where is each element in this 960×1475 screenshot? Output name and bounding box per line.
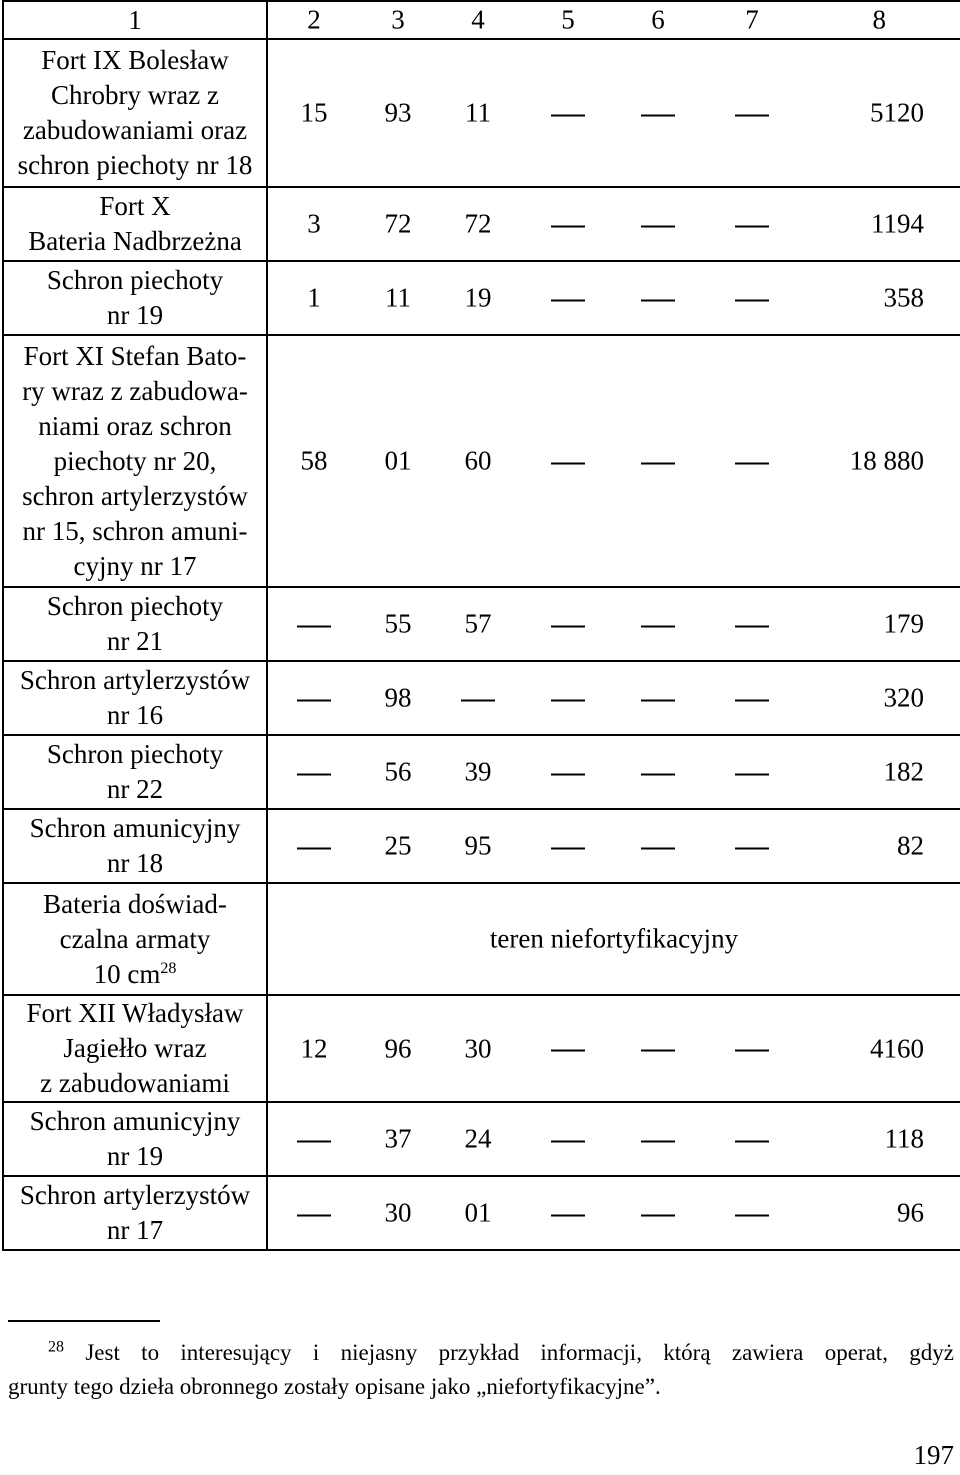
table-row (3, 39, 960, 187)
value-c4: 72 (464, 208, 492, 239)
value-c2: 3 (307, 208, 321, 239)
value-c6 (641, 607, 675, 642)
row-name-line: nr 21 (106, 626, 164, 656)
row-values-cell (267, 883, 960, 995)
value-c5 (551, 1196, 585, 1231)
row-values-cell (267, 661, 960, 735)
row-name-cell (3, 1102, 267, 1176)
row-values-cell (267, 1102, 960, 1176)
value-c4 (461, 681, 495, 716)
value-c4: 30 (464, 1033, 492, 1063)
row-name-line: Schron amunicyjny (29, 1106, 241, 1136)
row-name-cell (3, 261, 267, 335)
value-c6 (641, 281, 675, 316)
page-number: 197 (913, 1440, 954, 1470)
table-row (3, 995, 960, 1102)
row-name-line: Schron amunicyjny (29, 813, 241, 843)
table-row (3, 587, 960, 661)
header-cell-5: 5 (561, 4, 575, 35)
value-c8: 182 (883, 756, 924, 787)
value-c5 (551, 96, 585, 131)
row-name-cell (3, 39, 267, 187)
value-c3: 25 (384, 830, 412, 861)
row-name-line: Bateria Nadbrzeżna (28, 226, 242, 256)
row-name-line: 10 cm (93, 958, 161, 989)
value-c2 (297, 829, 331, 864)
dash-mark (297, 1214, 331, 1216)
dash-mark (297, 699, 331, 701)
value-c5 (551, 207, 585, 242)
value-c8: 320 (883, 682, 924, 713)
table-row (3, 261, 960, 335)
header-cell-7: 7 (745, 4, 759, 35)
value-c3: 55 (384, 608, 412, 639)
value-c3: 11 (385, 282, 411, 313)
value-c2 (297, 607, 331, 642)
value-c7 (735, 607, 769, 642)
row-name-line: Fort XI Stefan Bato- (23, 340, 247, 371)
table-row (3, 809, 960, 883)
value-c7 (735, 96, 769, 131)
value-c7 (735, 444, 769, 479)
row-name-line: nr 17 (106, 1215, 164, 1245)
value-c4: 24 (464, 1123, 492, 1154)
value-c8: 4160 (870, 1033, 924, 1063)
table-row (3, 661, 960, 735)
dash-mark (735, 1214, 769, 1216)
value-c5 (551, 1031, 585, 1066)
value-c7 (735, 829, 769, 864)
row-name-line: Fort IX Bolesław (41, 45, 229, 75)
value-c4: 19 (464, 282, 492, 313)
dash-mark (735, 299, 769, 301)
value-c8: 5120 (870, 97, 924, 128)
row-name-line: niami oraz schron (38, 410, 232, 441)
value-c4: 39 (464, 756, 492, 787)
value-c8: 1194 (871, 208, 924, 239)
dash-mark (551, 625, 585, 627)
value-c2 (297, 681, 331, 716)
value-c2: 58 (300, 445, 328, 476)
row-name-line: Bateria doświad- (43, 888, 227, 919)
dash-mark (641, 773, 675, 775)
value-c2: 12 (300, 1033, 328, 1063)
value-c7 (735, 755, 769, 790)
value-c7 (735, 1122, 769, 1157)
row-name-line: schron piechoty nr 18 (17, 150, 253, 180)
dash-mark (551, 114, 585, 116)
header-cell-2: 2 (307, 4, 321, 35)
value-c7 (735, 681, 769, 716)
dash-mark (735, 462, 769, 464)
value-c6 (641, 1122, 675, 1157)
dash-mark (551, 1050, 585, 1052)
value-c2 (297, 1196, 331, 1231)
value-c8: 96 (897, 1197, 924, 1228)
row-values-cell (267, 39, 960, 187)
value-c3: 01 (384, 445, 412, 476)
value-c6 (641, 207, 675, 242)
footnote-separator (8, 1320, 160, 1322)
row-name-cell (3, 335, 267, 587)
row-name-cell (3, 661, 267, 735)
value-c4: 60 (464, 445, 492, 476)
value-c6 (641, 681, 675, 716)
dash-mark (641, 625, 675, 627)
row-name-line: nr 19 (106, 300, 164, 330)
value-c8: 118 (884, 1123, 924, 1154)
value-c2: 15 (300, 97, 328, 128)
footnote-line-1 (8, 1336, 954, 1370)
row-name-line: ry wraz z zabudowa- (22, 375, 248, 406)
dash-mark (735, 1140, 769, 1142)
footnote-text-1: Jest to interesujący i niejasny przykład informacji, którą zawiera operat, gdyż (85, 1340, 954, 1365)
dash-mark (551, 699, 585, 701)
value-c2 (297, 755, 331, 790)
row-name-line: nr 19 (106, 1141, 164, 1171)
row-name-line: Schron piechoty (46, 265, 224, 295)
header-cell-4: 4 (471, 4, 485, 35)
value-c5 (551, 281, 585, 316)
value-c5 (551, 607, 585, 642)
dash-mark (641, 1214, 675, 1216)
value-c4: 57 (464, 608, 492, 639)
value-c6 (641, 755, 675, 790)
value-c7 (735, 1031, 769, 1066)
row-name-line: Schron artylerzystów (19, 1180, 251, 1210)
row-name-line: Fort XII Władysław (26, 998, 244, 1028)
value-c3: 37 (384, 1123, 412, 1154)
dash-mark (551, 225, 585, 227)
row-name-line: nr 15, schron amuni- (22, 515, 248, 546)
row-name-line: z zabudowaniami (40, 1068, 230, 1098)
merged-value: teren niefortyfikacyjny (489, 923, 739, 954)
value-c6 (641, 1196, 675, 1231)
footnote-number: 28 (48, 1338, 64, 1356)
header-cell-8: 8 (872, 4, 886, 35)
dash-mark (641, 1050, 675, 1052)
dash-mark (297, 625, 331, 627)
header-values (267, 1, 960, 39)
value-c6 (641, 96, 675, 131)
dash-mark (551, 1140, 585, 1142)
dash-mark (735, 625, 769, 627)
dash-mark (641, 1140, 675, 1142)
value-c6 (641, 444, 675, 479)
value-c3: 30 (384, 1197, 412, 1228)
dash-mark (551, 1214, 585, 1216)
row-name-line: Schron artylerzystów (19, 665, 251, 695)
dash-mark (551, 462, 585, 464)
dash-mark (551, 847, 585, 849)
row-name-line: nr 22 (106, 774, 164, 804)
row-values-cell (267, 995, 960, 1102)
row-name-line: nr 18 (106, 848, 164, 878)
header-cell-3: 3 (391, 4, 405, 35)
table-row (3, 735, 960, 809)
dash-mark (735, 114, 769, 116)
value-c7 (735, 1196, 769, 1231)
row-values-cell (267, 809, 960, 883)
dash-mark (641, 699, 675, 701)
row-name-cell (3, 735, 267, 809)
row-name-line: schron artylerzystów (22, 480, 248, 511)
footnote-line-2: grunty tego dzieła obronnego zostały opisane jako „niefortyfikacyjne”. (8, 1374, 661, 1399)
row-name-cell (3, 995, 267, 1102)
row-name-cell (3, 187, 267, 261)
value-c4: 01 (464, 1197, 492, 1228)
fortifications-table (2, 0, 960, 1251)
footnote-reference: 28 (160, 959, 177, 977)
dash-mark (735, 699, 769, 701)
dash-mark (297, 773, 331, 775)
row-name-line: piechoty nr 20, (53, 445, 217, 476)
header-cell-6: 6 (651, 4, 665, 35)
row-name-line: nr 16 (106, 700, 164, 730)
value-c4: 11 (465, 97, 491, 128)
table-row (3, 1102, 960, 1176)
value-c3: 72 (384, 208, 412, 239)
table-header-row (3, 1, 960, 39)
row-values-cell (267, 587, 960, 661)
row-values-cell (267, 261, 960, 335)
dash-mark (297, 1140, 331, 1142)
value-c5 (551, 755, 585, 790)
dash-mark (297, 847, 331, 849)
dash-mark (735, 225, 769, 227)
value-c5 (551, 681, 585, 716)
value-c4: 95 (464, 830, 492, 861)
row-name-line: Schron piechoty (46, 591, 224, 621)
row-name-line: zabudowaniami oraz (22, 115, 248, 145)
row-name-line: Fort X (99, 191, 171, 221)
header-cell-1: 1 (3, 1, 267, 39)
value-c7 (735, 281, 769, 316)
row-name-cell (3, 1176, 267, 1250)
row-values-cell (267, 187, 960, 261)
footnote (8, 1336, 954, 1404)
row-values-cell (267, 735, 960, 809)
dash-mark (461, 699, 495, 701)
value-c6 (641, 1031, 675, 1066)
value-c5 (551, 1122, 585, 1157)
row-name-cell (3, 883, 267, 995)
value-c3: 93 (384, 97, 412, 128)
dash-mark (641, 225, 675, 227)
value-c3: 96 (384, 1033, 412, 1063)
table-row (3, 335, 960, 587)
dash-mark (641, 847, 675, 849)
value-c2 (297, 1122, 331, 1157)
dash-mark (735, 847, 769, 849)
value-c8: 18 880 (849, 445, 924, 476)
value-c8: 82 (897, 830, 924, 861)
dash-mark (641, 299, 675, 301)
row-name-line: Jagiełło wraz (63, 1033, 207, 1063)
value-c8: 358 (883, 282, 924, 313)
value-c5 (551, 829, 585, 864)
dash-mark (641, 462, 675, 464)
row-name-line: Schron piechoty (46, 739, 224, 769)
table-row (3, 187, 960, 261)
row-name-cell (3, 587, 267, 661)
value-c3: 56 (384, 756, 412, 787)
dash-mark (551, 299, 585, 301)
dash-mark (735, 773, 769, 775)
value-c3: 98 (384, 682, 412, 713)
dash-mark (551, 773, 585, 775)
row-name-line: cyjny nr 17 (73, 550, 197, 581)
row-values-cell (267, 335, 960, 587)
value-c5 (551, 444, 585, 479)
row-values-cell (267, 1176, 960, 1250)
value-c7 (735, 207, 769, 242)
value-c8: 179 (883, 608, 924, 639)
row-name-line: czalna armaty (59, 923, 211, 954)
dash-mark (641, 114, 675, 116)
row-name-cell (3, 809, 267, 883)
value-c6 (641, 829, 675, 864)
value-c2: 1 (307, 282, 321, 313)
table-row (3, 1176, 960, 1250)
row-name-line: Chrobry wraz z (51, 80, 219, 110)
table-row (3, 883, 960, 995)
dash-mark (735, 1050, 769, 1052)
